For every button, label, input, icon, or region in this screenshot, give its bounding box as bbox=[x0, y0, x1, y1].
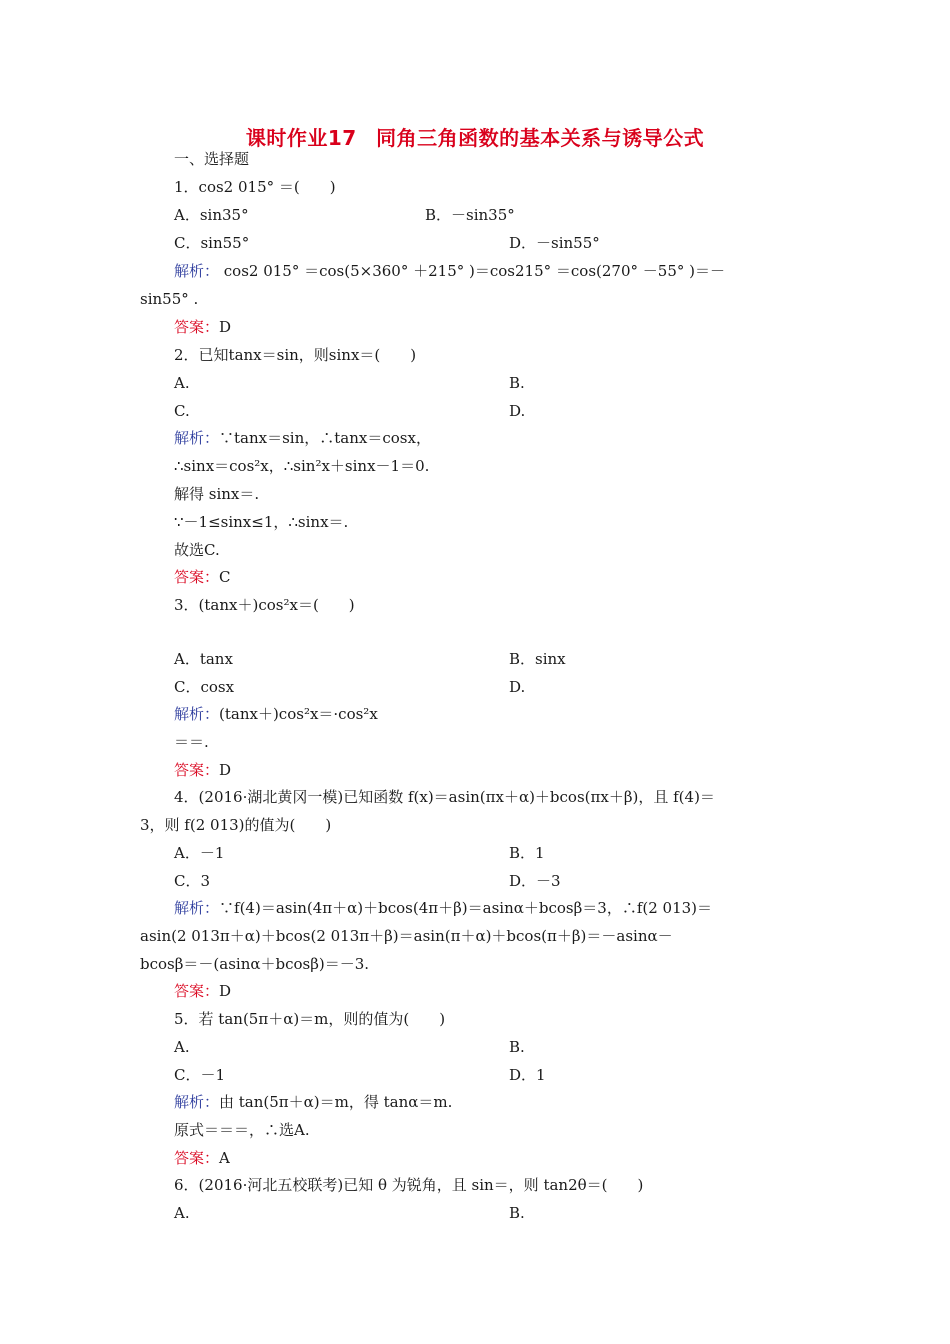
answer-line bbox=[174, 317, 231, 337]
answer-label: 答案： bbox=[174, 761, 220, 779]
answer-label: 答案： bbox=[174, 982, 220, 1000]
text-line: D. bbox=[509, 678, 526, 696]
text-line: B．sinx bbox=[509, 650, 566, 668]
analysis-label: 解析： bbox=[174, 262, 220, 280]
text-line: 5．若 tan(5π＋α)＝m，则的值为( ) bbox=[174, 1010, 446, 1028]
section-heading: 一、选择题 bbox=[174, 150, 250, 168]
line-text: cos2 015° ＝cos(5×360° ＋215° )＝cos215° ＝cos(270° －55° )＝－ bbox=[219, 262, 725, 280]
text-line: C．－1 bbox=[174, 1066, 226, 1084]
answer-line bbox=[174, 1148, 230, 1168]
text-line: B. bbox=[509, 374, 525, 392]
analysis-label: 解析： bbox=[174, 1093, 220, 1111]
line-text: D bbox=[219, 318, 232, 336]
text-line: 3．(tanx＋)cos²x＝( ) bbox=[174, 596, 355, 614]
analysis-line bbox=[174, 898, 712, 918]
text-line: 4．(2016·湖北黄冈一模)已知函数 f(x)＝asin(πx＋α)＋bcos(πx＋β)，且 f(4)＝ bbox=[174, 788, 715, 806]
text-line: C．3 bbox=[174, 872, 211, 890]
text-line: B. bbox=[509, 1038, 525, 1056]
text-line: B．1 bbox=[509, 844, 545, 862]
text-line: D．－3 bbox=[509, 872, 561, 890]
title-main: 同角三角函数的基本关系与诱导公式 bbox=[376, 126, 705, 150]
analysis-line bbox=[174, 428, 431, 448]
text-line: ∵－1≤sinx≤1，∴sinx＝. bbox=[174, 513, 349, 531]
text-line: C. bbox=[174, 402, 190, 420]
analysis-label: 解析： bbox=[174, 429, 220, 447]
line-text: 由 tan(5π＋α)＝m，得 tanα＝m. bbox=[219, 1093, 453, 1111]
text-line: A．sin35° bbox=[174, 206, 249, 224]
text-line: 2．已知tanx＝sin，则sinx＝( ) bbox=[174, 346, 417, 364]
line-text: (tanx＋)cos²x＝·cos²x bbox=[219, 705, 378, 723]
line-text: A bbox=[219, 1149, 230, 1167]
text-line: asin(2 013π＋α)＋bcos(2 013π＋β)＝asin(π＋α)＋bcos(π＋β)＝－asinα－ bbox=[140, 927, 673, 945]
text-line: ∴sinx＝cos²x，∴sin²x＋sinx－1＝0. bbox=[174, 457, 430, 475]
answer-label: 答案： bbox=[174, 568, 220, 586]
text-line: 3，则 f(2 013)的值为( ) bbox=[140, 816, 332, 834]
analysis-line bbox=[174, 704, 378, 724]
analysis-label: 解析： bbox=[174, 899, 220, 917]
text-line: 故选C. bbox=[174, 541, 220, 559]
title-prefix: 课时作业17 bbox=[245, 126, 357, 150]
line-text: C bbox=[219, 568, 231, 586]
answer-line bbox=[174, 567, 231, 587]
text-line: A．tanx bbox=[174, 650, 233, 668]
answer-label: 答案： bbox=[174, 318, 220, 336]
text-line: A．－1 bbox=[174, 844, 225, 862]
text-line: C．sin55° bbox=[174, 234, 250, 252]
text-line: C．cosx bbox=[174, 678, 235, 696]
analysis-label: 解析： bbox=[174, 705, 220, 723]
answer-line bbox=[174, 760, 231, 780]
text-line: D. bbox=[509, 402, 526, 420]
line-text: ∵f(4)＝asin(4π＋α)＋bcos(4π＋β)＝asinα＋bcosβ＝3，∴f(2 013)＝ bbox=[219, 899, 713, 917]
text-line: A. bbox=[174, 1038, 190, 1056]
text-line: 原式＝＝＝，∴选A. bbox=[174, 1121, 310, 1139]
text-line: 1．cos2 015° ＝( ) bbox=[174, 178, 336, 196]
text-line: 解得 sinx＝. bbox=[174, 485, 260, 503]
text-line: B．－sin35° bbox=[425, 206, 515, 224]
text-line: A. bbox=[174, 1204, 190, 1222]
analysis-line bbox=[174, 261, 725, 281]
text-line: B. bbox=[509, 1204, 525, 1222]
line-text: D bbox=[219, 761, 232, 779]
text-line: ＝＝. bbox=[174, 733, 209, 751]
text-line: D．－sin55° bbox=[509, 234, 600, 252]
text-line: D．1 bbox=[509, 1066, 546, 1084]
answer-line bbox=[174, 981, 231, 1001]
line-text: ∵tanx＝sin，∴tanx＝cosx， bbox=[219, 429, 431, 447]
page-title bbox=[0, 122, 950, 151]
text-line: 6．(2016·河北五校联考)已知 θ 为锐角，且 sin＝，则 tan2θ＝( ) bbox=[174, 1176, 644, 1194]
text-line: bcosβ＝－(asinα＋bcosβ)＝－3. bbox=[140, 955, 370, 973]
text-line: A. bbox=[174, 374, 190, 392]
answer-label: 答案： bbox=[174, 1149, 220, 1167]
analysis-line bbox=[174, 1092, 452, 1112]
text-line: sin55° . bbox=[140, 290, 199, 308]
line-text: D bbox=[219, 982, 232, 1000]
